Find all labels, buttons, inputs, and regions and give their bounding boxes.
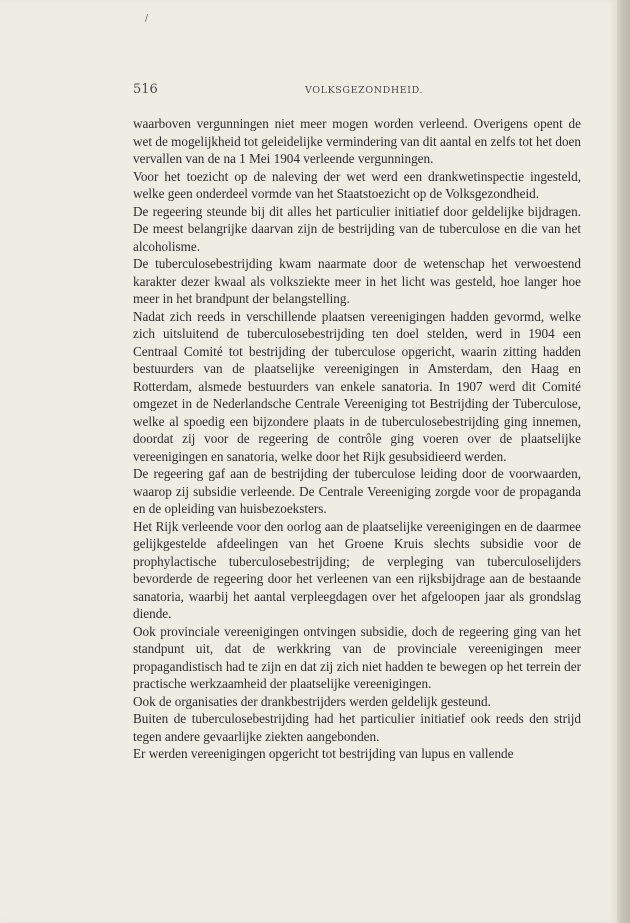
body-text	[133, 115, 581, 763]
paragraph: Ook provinciale vereenigingen ontvingen subsidie, doch de regeering ging van het standpunt uit, dat de werkkring van de provinciale vereenigingen meer propagandistisch had te zijn en dat zij zich niet hadden te bewegen op het terrein der practische werkzaamheid der plaatselijke vereenigingen.	[133, 623, 581, 691]
page-mark: /	[145, 14, 149, 24]
page-number: 516	[133, 82, 158, 97]
paragraph: Voor het toezicht op de naleving der wet werd een drankwetinspectie ingesteld, welke geen onderdeel vormde van het Staatstoezicht op de Volksgezondheid.	[133, 168, 581, 201]
running-title: VOLKSGEZONDHEID.	[305, 85, 424, 96]
paragraph: Nadat zich reeds in verschillende plaatsen vereenigingen hadden gevormd, welke zich uitsluitend de tuberculosebestrijding ten doel stelden, werd in 1904 een Centraal Comité tot bestrijding der tuberculose opgericht, waarin zitting hadden bestuurders van de plaatselijke vereenigingen in Amsterdam, den Haag en Rotterdam, alsmede bestuurders van enkele sanatoria. In 1907 werd dit Comité omgezet in de Nederlandsche Centrale Vereeniging tot Bestrijding der Tuberculose, welke al spoedig een bijzondere plaats in de tuberculosebestrijding ging innemen, doordat zij voor de regeering de contrôle ging voeren over de plaatselijke vereenigingen en sanatoria, welke door het Rijk gesubsidieerd werden.	[133, 308, 581, 464]
page-header	[133, 82, 581, 98]
paragraph: De tuberculosebestrijding kwam naarmate door de wetenschap het verwoestend karakter dezer kwaal als volksziekte meer in het licht was gesteld, hoe langer hoe meer in het brandpunt der belangstelling.	[133, 256, 581, 306]
paragraph: Er werden vereenigingen opgericht tot bestrijding van lupus en vallende	[133, 746, 514, 761]
paragraph: Ook de organisaties der drankbestrijders werden geldelijk gesteund.	[133, 693, 491, 709]
paragraph: De regeering gaf aan de bestrijding der tuberculose leiding door de voorwaarden, waarop zij subsidie verleende. De Centrale Vereeniging zorgde voor de propaganda en de opleiding van huisbezoeksters.	[133, 466, 581, 516]
book-spine-edge	[617, 0, 630, 923]
paragraph: Buiten de tuberculosebestrijding had het particulier initiatief ook reeds den strijd tegen andere gevaarlijke ziekten aangebonden.	[133, 711, 581, 744]
paragraph: De regeering steunde bij dit alles het particulier initiatief door geldelijke bijdragen. De meest belangrijke daarvan zijn de bestrijding van de tuberculose en die van het alcoholisme.	[133, 203, 581, 254]
paragraph: Het Rijk verleende voor den oorlog aan de plaatselijke vereenigingen en de daarmee gelijkgestelde afdeelingen van het Groene Kruis slechts subsidie voor de prophylactische tuberculosebestrijding; de verpleging van tuberculoselijders bevorderde de regeering door het verleenen van een rijksbijdrage aan de bestaande sanatoria, waarbij het aantal verpleegdagen over het afgeloopen jaar als grondslag diende.	[133, 518, 581, 621]
paragraph: waarboven vergunningen niet meer mogen worden verleend. Overigens opent de wet de mogelijkheid tot geleidelijke vermindering van dit aantal en zelfs tot het doen vervallen van de na 1 Mei 1904 verleende vergunningen.	[133, 116, 581, 166]
